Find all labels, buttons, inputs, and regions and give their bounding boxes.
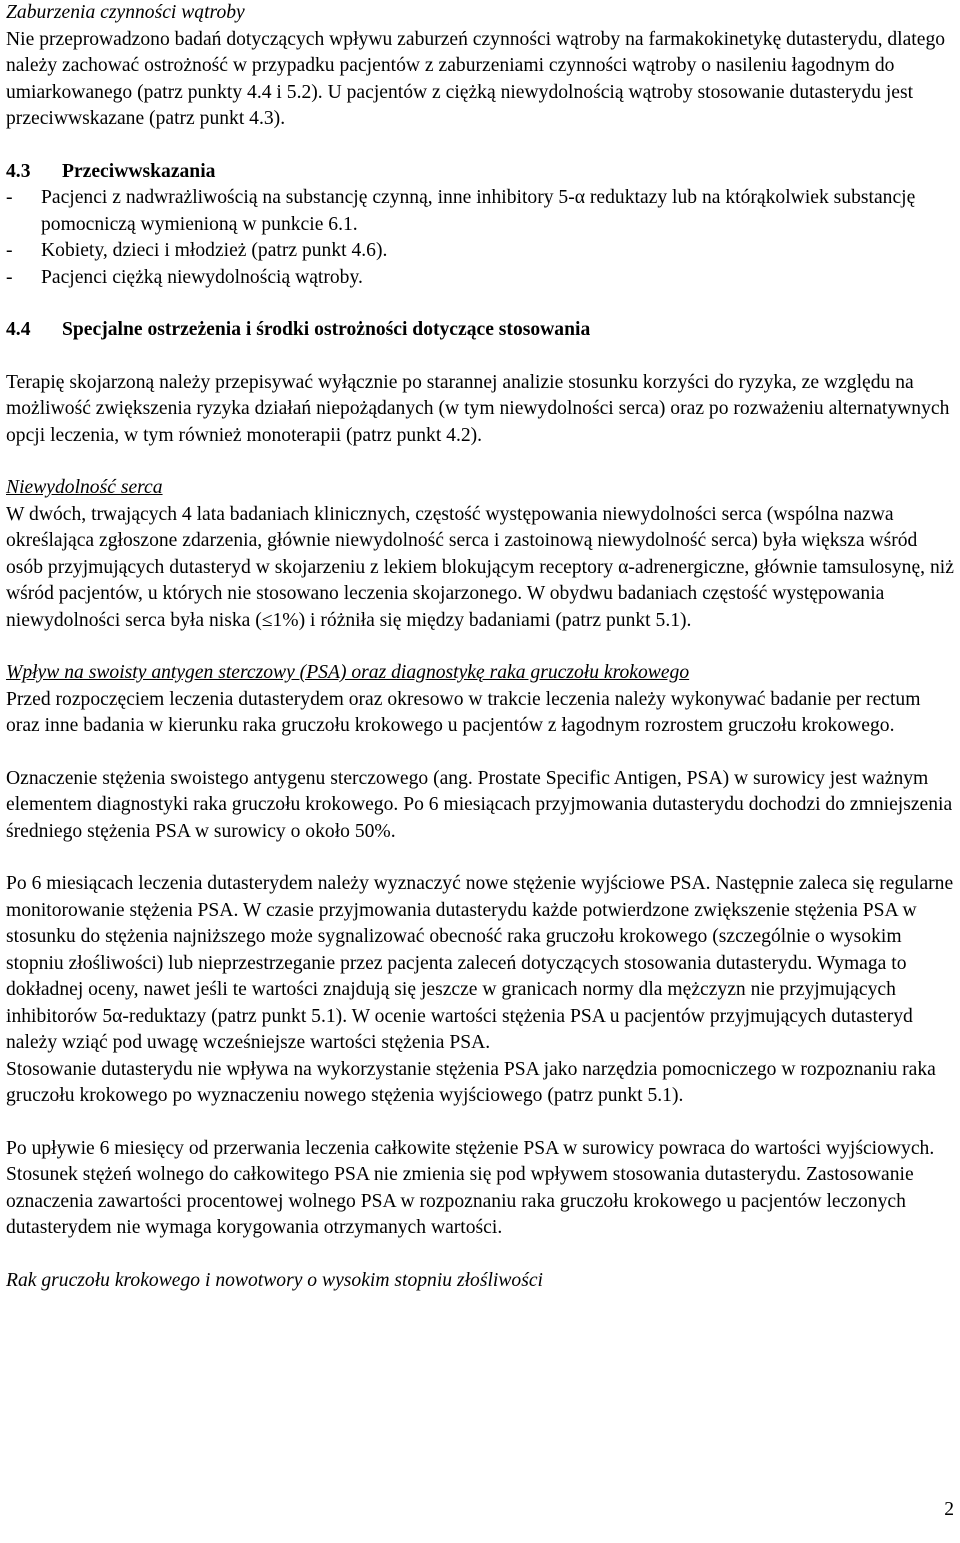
liver-paragraph: Nie przeprowadzono badań dotyczących wpływu zaburzeń czynności wątroby na farmakokinetykę dutasterydu, dlatego należy zachować ostrożność w przypadku pacjentów z zaburzeniami czynności wątroby o nasileniu łagodnym do umiarkowanego (patrz punkty 4.4 i 5.2). U pacjentów z ciężką niewydolnością wątroby stosowanie dutasterydu jest przeciwwskazane (patrz punkt 4.3). <box>6 28 946 129</box>
section-4-4-intro: Terapię skojarzoną należy przepisywać wyłącznie po starannej analizie stosunku korzyści do ryzyka, ze względu na możliwość zwiększenia ryzyka działań niepożądanych (w tym niewydolności serca) oraz po rozważeniu alternatywnych opcji leczenia, w tym również monoterapii (patrz punkt 4.2). <box>6 371 950 446</box>
section-4-3-heading <box>6 159 958 186</box>
page-number: 2 <box>944 1499 954 1520</box>
liver-subheading: Zaburzenia czynności wątroby <box>6 2 245 23</box>
heart-failure-paragraph: W dwóch, trwających 4 lata badaniach klinicznych, częstość występowania niewydolności serca (wspólna nazwa określająca zgłoszone zdarzenia, głównie niewydolność serca i zastoinową niewydolność serca) była większa wśród osób przyjmujących dutasteryd w skojarzeniu z lekiem blokującym receptory α-adrenergiczne, głównie tamsulosynę, niż wśród pacjentów, u których nie stosowano leczenia skojarzonego. W obydwu badaniach częstość występowania niewydolności serca była niska (≤1%) i różniła się między badaniami (patrz punkt 5.1). <box>6 503 954 631</box>
section-number: 4.4 <box>6 319 31 340</box>
section-title: Przeciwwskazania <box>62 160 216 182</box>
section-title: Specjalne ostrzeżenia i środki ostrożności dotyczące stosowania <box>62 319 591 340</box>
heart-failure-subheading: Niewydolność serca <box>6 477 163 498</box>
section-number: 4.3 <box>6 160 31 182</box>
section-4-4-heading <box>6 317 958 344</box>
psa-paragraph-3: Po 6 miesiącach leczenia dutasterydem należy wyznaczyć nowe stężenie wyjściowe PSA. Następnie zaleca się regularne monitorowanie stężenia PSA. W czasie przyjmowania dutasterydu każde potwierdzone zwiększenie stężenia PSA w stosunku do stężenia najniższego może sygnalizować obecność raka gruczołu krokowego (szczególnie o wysokim stopniu złośliwości) lub nieprzestrzeganie przez pacjenta zaleceń dotyczących stosowania dutasterydu. Wymaga to dokładnej oceny, nawet jeśli te wartości znajdują się jeszcze w granicach normy dla mężczyzn nie przyjmujących inhibitorów 5α-reduktazy (patrz punkt 5.1). W ocenie wartości stężenia PSA u pacjentów przyjmujących dutasteryd należy wziąć pod uwagę wcześniejsze wartości stężenia PSA. <box>6 873 954 1053</box>
psa-paragraph-2: Oznaczenie stężenia swoistego antygenu sterczowego (ang. Prostate Specific Antigen, PSA) w surowicy jest ważnym elementem diagnostyki raka gruczołu krokowego. Po 6 miesiącach przyjmowania dutasterydu dochodzi do zmniejszenia średniego stężenia PSA w surowicy o około 50%. <box>6 767 953 842</box>
psa-paragraph-1: Przed rozpoczęciem leczenia dutasterydem oraz okresowo w trakcie leczenia należy wykonywać badanie per rectum oraz inne badania w kierunku raka gruczołu krokowego u pacjentów z łagodnym rozrostem gruczołu krokowego. <box>6 688 921 736</box>
psa-paragraph-5: Po upływie 6 miesięcy od przerwania leczenia całkowite stężenie PSA w surowicy powraca do wartości wyjściowych. Stosunek stężeń wolnego do całkowitego PSA nie zmienia się pod wpływem stosowania dutasterydu. Zastosowanie oznaczenia zawartości procentowej wolnego PSA w rozpoznaniu raka gruczołu krokowego u pacjentów leczonych dutasterydem nie wymaga korygowania otrzymanych wartości. <box>6 1137 935 1238</box>
psa-paragraph-4: Stosowanie dutasterydu nie wpływa na wykorzystanie stężenia PSA jako narzędzia pomocniczego w rozpoznaniu raka gruczołu krokowego po wyznaczeniu nowego stężenia wyjściowego (patrz punkt 5.1). <box>6 1058 936 1106</box>
psa-subheading: Wpływ na swoisty antygen sterczowy (PSA) oraz diagnostykę raka gruczołu krokowego <box>6 662 690 683</box>
cancer-subheading: Rak gruczołu krokowego i nowotwory o wysokim stopniu złośliwości <box>6 1269 543 1291</box>
contraindications-list <box>6 185 958 291</box>
list-item: - Pacjenci z nadwrażliwością na substancję czynną, inne inhibitory 5-α reduktazy lub na którąkolwiek substancję pomocniczą wymienioną w punkcie 6.1. <box>6 185 958 238</box>
document-page <box>6 0 958 1294</box>
list-item: - Kobiety, dzieci i młodzież (patrz punkt 4.6). <box>6 238 958 265</box>
list-item: - Pacjenci ciężką niewydolnością wątroby. <box>6 265 958 292</box>
